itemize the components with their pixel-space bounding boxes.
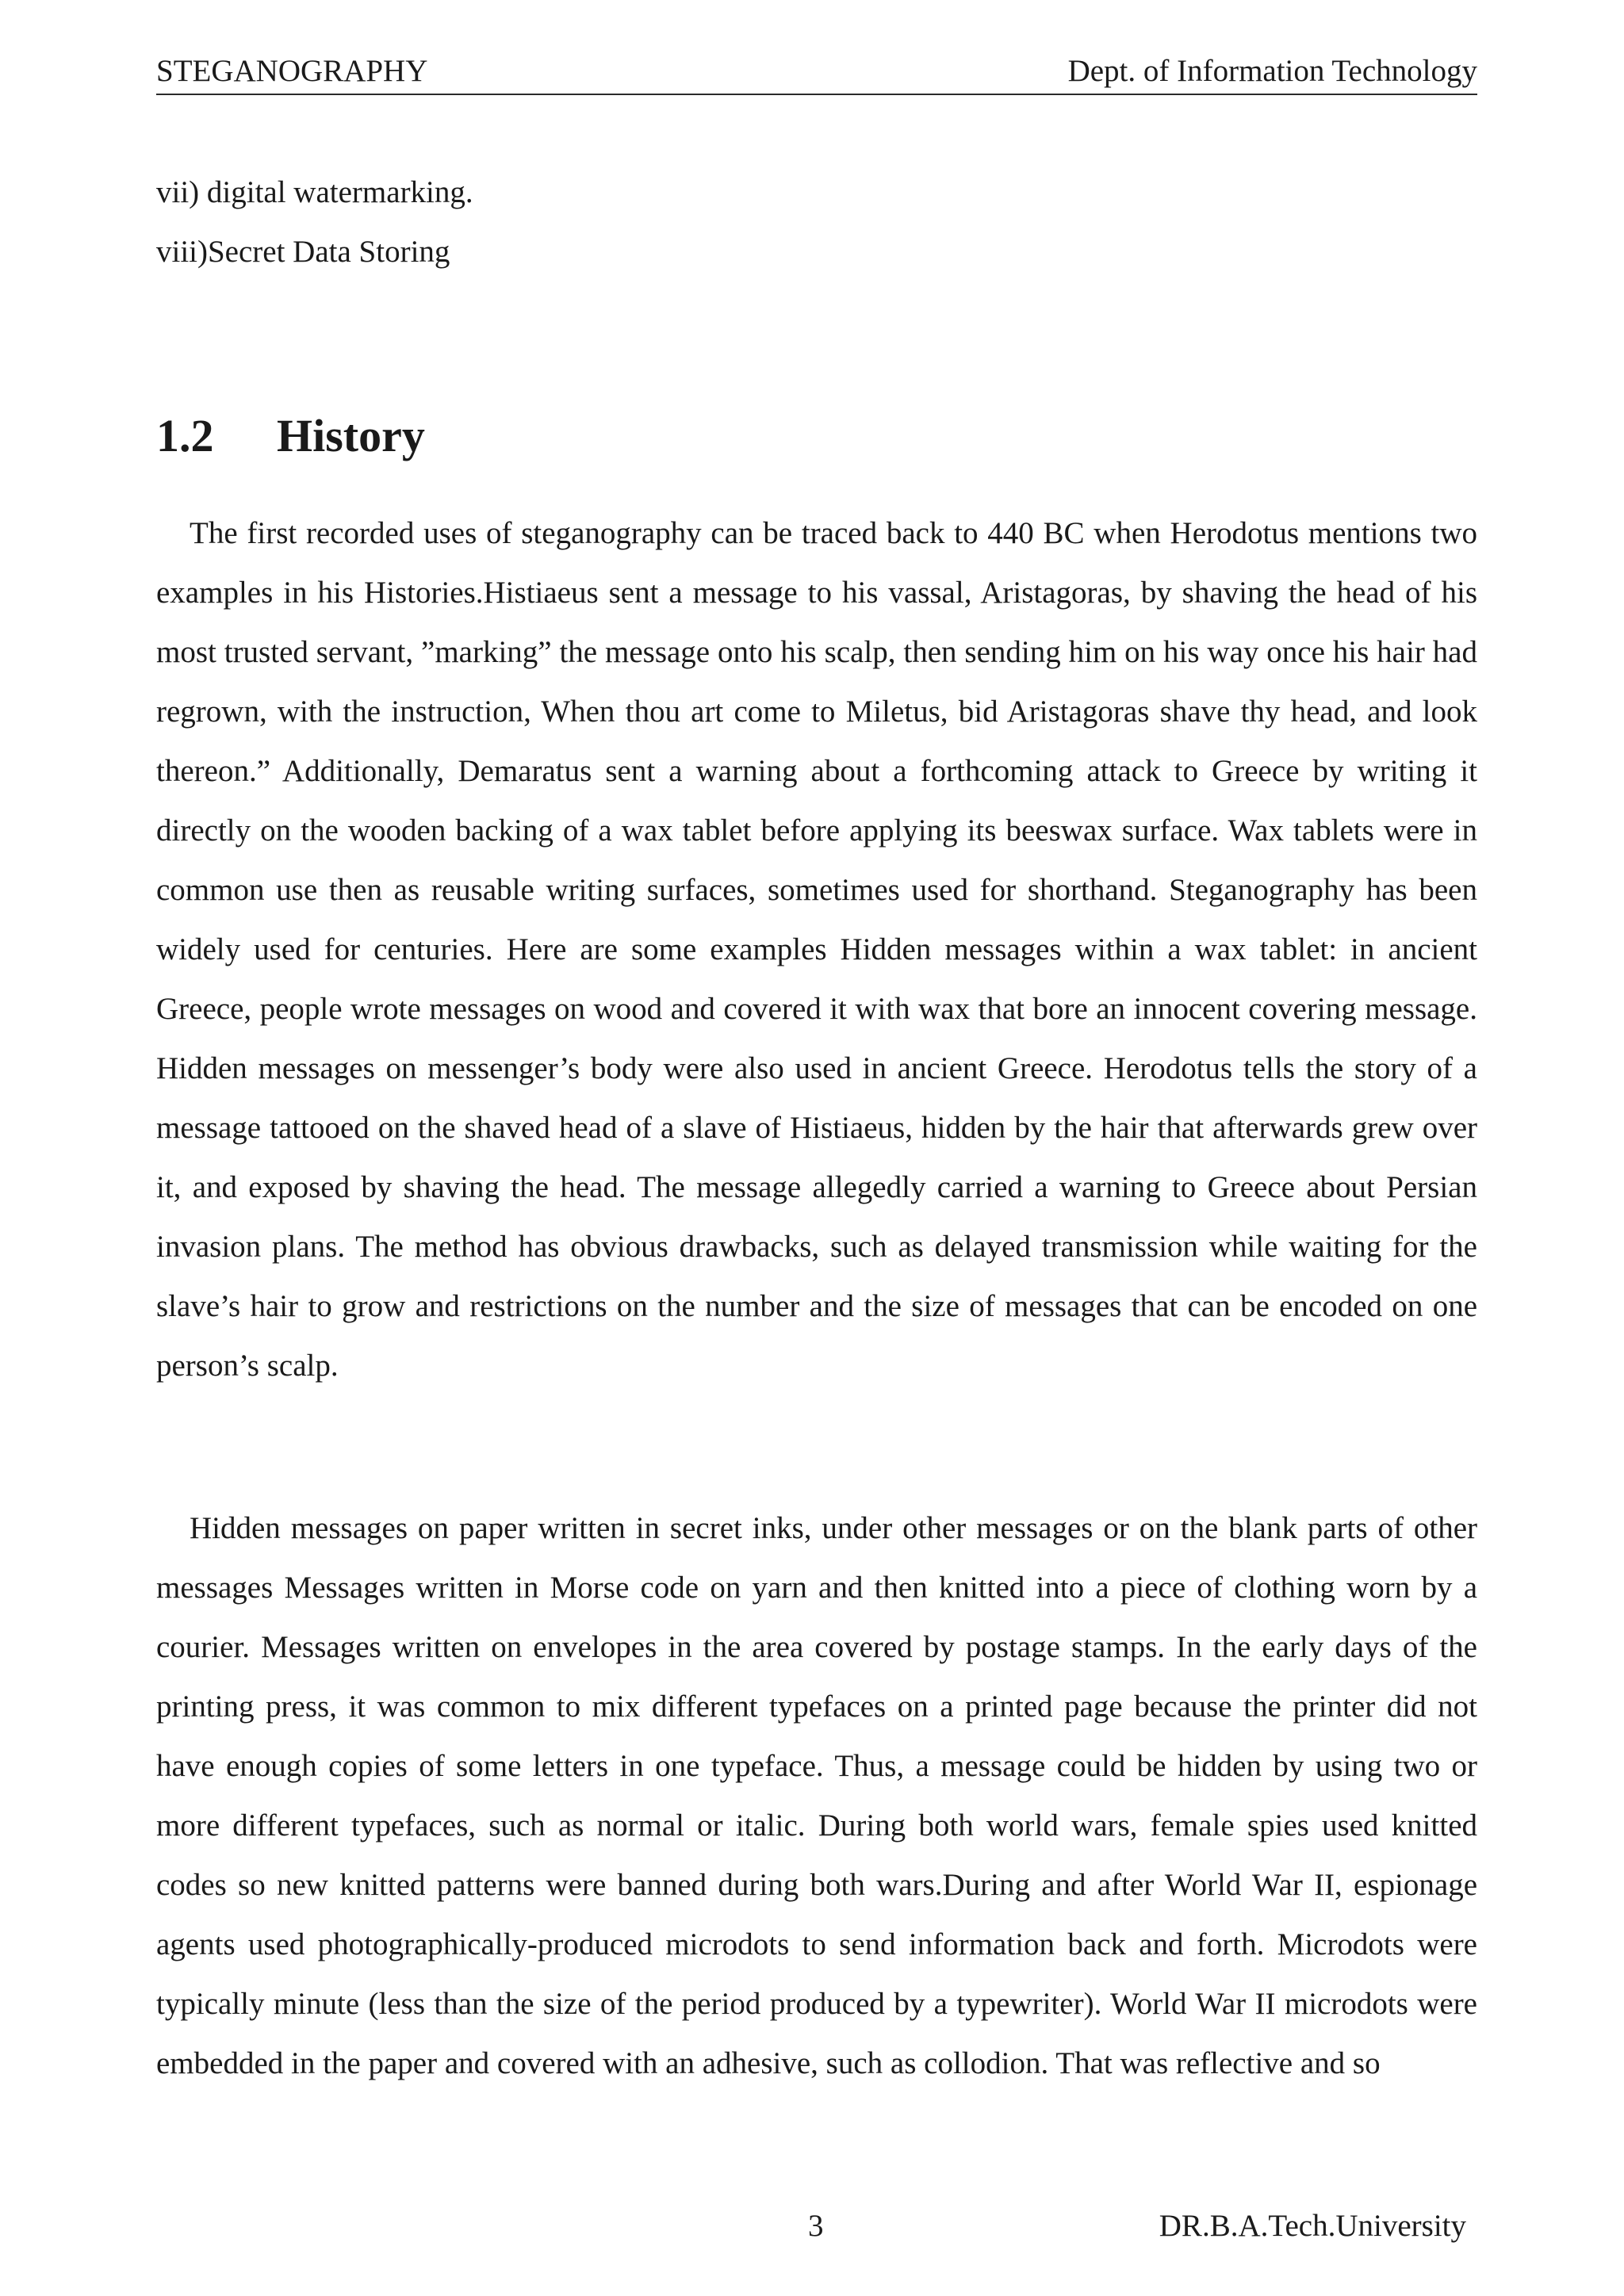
running-header xyxy=(156,51,1477,95)
header-left-title: STEGANOGRAPHY xyxy=(156,54,428,88)
list-item: vii) digital watermarking. xyxy=(156,175,473,209)
section-number: 1.2 xyxy=(156,410,214,461)
body-paragraph: The first recorded uses of steganography can be traced back to 440 BC when Herodotus mentions two examples in his Histories.Histiaeus sent a message to his vassal, Aristagoras, by shaving the head of his most trusted servant, ”marking” the message onto his scalp, then sending him on his way once his hair had regrown, with the instruction, When thou art come to Miletus, bid Aristagoras shave thy head, and look thereon.” Additionally, Demaratus sent a warning about a forthcoming attack to Greece by writing it directly on the wooden backing of a wax tablet before applying its beeswax surface. Wax tablets were in common use then as reusable writing surfaces, sometimes used for shorthand. Steganography has been widely used for centuries. Here are some examples Hidden messages within a wax tablet: in ancient Greece, people wrote messages on wood and covered it with wax that bore an innocent covering message. Hidden messages on messenger’s body were also used in ancient Greece. Herodotus tells the story of a message tattooed on the shaved head of a slave of Histiaeus, hidden by the hair that afterwards grew over it, and exposed by shaving the head. The message allegedly carried a warning to Greece about Persian invasion plans. The method has obvious drawbacks, such as delayed transmission while waiting for the slave’s hair to grow and restrictions on the number and the size of messages that can be encoded on one person’s scalp. xyxy=(156,516,1477,1383)
footer-university: DR.B.A.Tech.University xyxy=(1159,2209,1466,2243)
section-heading xyxy=(156,404,425,468)
page-number: 3 xyxy=(808,2209,824,2243)
running-footer xyxy=(156,2204,1477,2248)
section-title: History xyxy=(277,410,425,461)
body-paragraph: Hidden messages on paper written in secret inks, under other messages or on the blank parts of other messages Messages written in Morse code on yarn and then knitted into a piece of clothing worn by a courier. Messages written on envelopes in the area covered by postage stamps. In the early days of the printing press, it was common to mix different typefaces on a printed page because the printer did not have enough copies of some letters in one typeface. Thus, a message could be hidden by using two or more different typefaces, such as normal or italic. During both world wars, female spies used knitted codes so new knitted patterns were banned during both wars.During and after World War II, espionage agents used photographically-produced microdots to send information back and forth. Microdots were typically minute (less than the size of the period produced by a typewriter). World War II microdots were embedded in the paper and covered with an adhesive, such as collodion. That was reflective and so xyxy=(156,1511,1477,2080)
list-item: viii)Secret Data Storing xyxy=(156,235,450,269)
header-department: Dept. of Information Technology xyxy=(1067,54,1477,88)
document-page xyxy=(156,0,1477,2296)
continued-list xyxy=(156,163,1477,281)
